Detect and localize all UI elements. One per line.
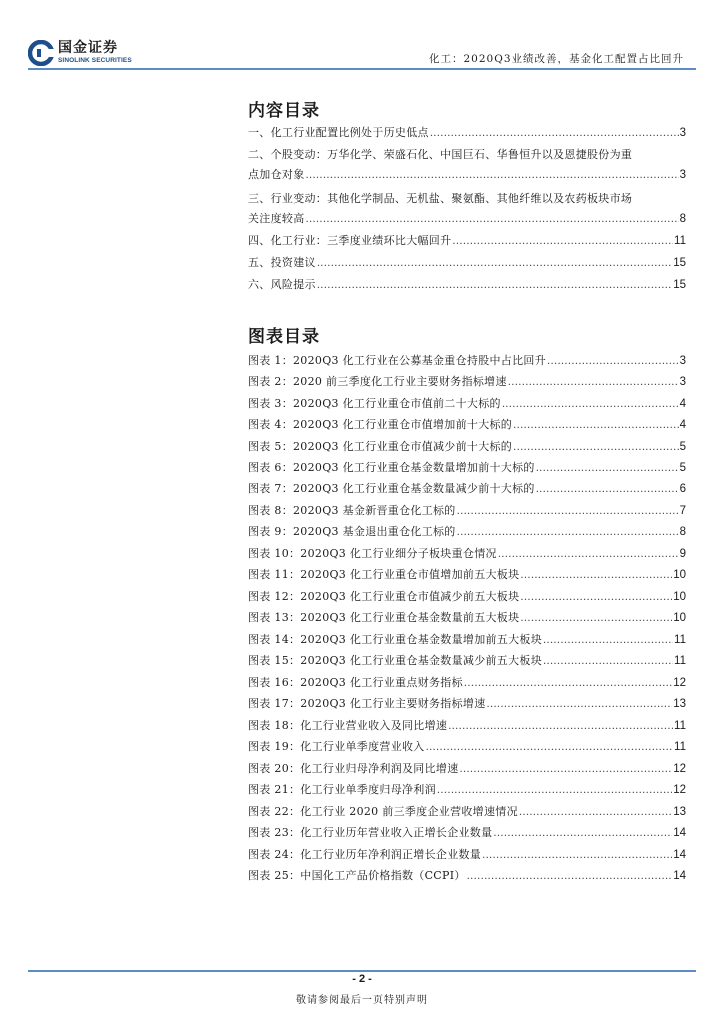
- dot-leader: [452, 233, 673, 251]
- dot-leader: [520, 567, 672, 585]
- figure-entry[interactable]: [248, 502, 686, 520]
- dot-leader: [547, 353, 679, 371]
- figure-entry[interactable]: [248, 803, 686, 821]
- entry-page: 12: [673, 784, 686, 796]
- entry-title-continued: 点加仓对象: [248, 168, 305, 181]
- dot-leader: [487, 696, 673, 714]
- figure-entry[interactable]: [248, 717, 686, 735]
- entry-page: 11: [674, 655, 686, 667]
- company-logo: [28, 40, 138, 70]
- dot-leader: [317, 255, 672, 273]
- dot-leader: [520, 589, 672, 607]
- entry-title: 四、化工行业：三季度业绩环比大幅回升: [248, 234, 452, 247]
- footer-divider: [28, 970, 696, 972]
- entry-title: 图表 22：化工行业 2020 前三季度企业营收增速情况: [248, 805, 518, 818]
- dot-leader: [498, 546, 679, 564]
- dot-leader: [502, 396, 679, 414]
- figure-entry[interactable]: [248, 523, 686, 541]
- contents-entry-2-line-1[interactable]: [248, 146, 686, 164]
- report-title: 化工：2020Q3业绩改善，基金化工配置占比回升: [428, 53, 684, 65]
- dot-leader: [482, 847, 672, 865]
- entry-title: 图表 5：2020Q3 化工行业重仓市值减少前十大标的: [248, 440, 513, 453]
- entry-page: 11: [674, 741, 686, 753]
- entry-page: 14: [673, 827, 686, 839]
- figures-heading: 图表目录: [248, 327, 320, 347]
- dot-leader: [536, 481, 679, 499]
- page-number: - 2 -: [352, 973, 372, 985]
- dot-leader: [457, 524, 679, 542]
- dot-leader: [513, 439, 678, 457]
- entry-page: 5: [679, 441, 686, 453]
- dot-leader: [513, 417, 678, 435]
- dot-leader: [437, 782, 672, 800]
- entry-title: 图表 25：中国化工产品价格指数（CCPI）: [248, 869, 466, 882]
- entry-title: 图表 18：化工行业营业收入及同比增速: [248, 719, 448, 732]
- dot-leader: [460, 761, 673, 779]
- entry-title: 图表 16：2020Q3 化工行业重点财务指标: [248, 676, 463, 689]
- entry-page: 11: [674, 235, 686, 247]
- entry-title: 图表 10：2020Q3 化工行业细分子板块重仓情况: [248, 547, 497, 560]
- entry-title-continued: 关注度较高: [248, 212, 305, 225]
- dot-leader: [457, 503, 679, 521]
- entry-page: 10: [673, 591, 686, 603]
- contents-entry-6[interactable]: [248, 276, 686, 294]
- entry-page: 12: [673, 677, 686, 689]
- entry-title: 图表 20：化工行业归母净利润及同比增速: [248, 762, 459, 775]
- entry-title: 图表 12：2020Q3 化工行业重仓市值减少前五大板块: [248, 590, 520, 603]
- figure-entry[interactable]: [248, 588, 686, 606]
- entry-title: 图表 6：2020Q3 化工行业重仓基金数量增加前十大标的: [248, 461, 535, 474]
- contents-heading: 内容目录: [248, 101, 320, 121]
- entry-title: 图表 11：2020Q3 化工行业重仓市值增加前五大板块: [248, 568, 520, 581]
- entry-title: 图表 17：2020Q3 化工行业主要财务指标增速: [248, 697, 486, 710]
- page-header: [0, 0, 724, 72]
- dot-leader: [317, 277, 672, 295]
- entry-page: 14: [673, 849, 686, 861]
- contents-entry-4[interactable]: [248, 232, 686, 250]
- figure-entry[interactable]: [248, 867, 686, 885]
- entry-title: 图表 7：2020Q3 化工行业重仓基金数量减少前十大标的: [248, 482, 535, 495]
- dot-leader: [306, 167, 679, 185]
- figure-entry[interactable]: [248, 566, 686, 584]
- disclaimer-note: 敬请参阅最后一页特别声明: [296, 995, 428, 1006]
- entry-title: 图表 4：2020Q3 化工行业重仓市值增加前十大标的: [248, 418, 513, 431]
- figure-entry[interactable]: [248, 609, 686, 627]
- entry-title: 图表 8：2020Q3 基金新晋重仓化工标的: [248, 504, 456, 517]
- dot-leader: [508, 374, 679, 392]
- contents-entry-3-line-1[interactable]: [248, 190, 686, 208]
- contents-entry-3[interactable]: [248, 210, 686, 228]
- figure-entry[interactable]: [248, 760, 686, 778]
- entry-page: 13: [673, 698, 686, 710]
- figure-entry[interactable]: [248, 352, 686, 370]
- entry-page: 14: [673, 870, 686, 882]
- dot-leader: [493, 825, 672, 843]
- entry-page: 9: [679, 548, 686, 560]
- figure-entry[interactable]: [248, 459, 686, 477]
- dot-leader: [536, 460, 679, 478]
- dot-leader: [448, 718, 673, 736]
- entry-title: 图表 24：化工行业历年净利润正增长企业数量: [248, 848, 482, 861]
- entry-title: 图表 2：2020 前三季度化工行业主要财务指标增速: [248, 375, 507, 388]
- entry-page: 3: [679, 376, 686, 388]
- dot-leader: [520, 610, 672, 628]
- entry-page: 3: [679, 127, 686, 139]
- entry-title: 图表 1：2020Q3 化工行业在公募基金重仓持股中占比回升: [248, 354, 547, 367]
- entry-page: 4: [679, 398, 686, 410]
- figure-entry[interactable]: [248, 652, 686, 670]
- entry-title: 图表 21：化工行业单季度归母净利润: [248, 783, 436, 796]
- figure-entry[interactable]: [248, 395, 686, 413]
- dot-leader: [543, 653, 673, 671]
- entry-title: 一、化工行业配置比例处于历史低点: [248, 126, 429, 139]
- logo-chinese-name: 国金证券: [58, 40, 118, 56]
- entry-page: 5: [679, 462, 686, 474]
- figure-entry[interactable]: [248, 695, 686, 713]
- figure-entry[interactable]: [248, 674, 686, 692]
- entry-page: 3: [679, 169, 686, 181]
- figure-entry[interactable]: [248, 480, 686, 498]
- dot-leader: [519, 804, 672, 822]
- entry-page: 4: [679, 419, 686, 431]
- contents-entry-1[interactable]: [248, 124, 686, 142]
- entry-title: 图表 3：2020Q3 化工行业重仓市值前二十大标的: [248, 397, 501, 410]
- entry-page: 8: [679, 213, 686, 225]
- figure-entry[interactable]: [248, 416, 686, 434]
- entry-page: 8: [679, 526, 686, 538]
- entry-page: 3: [679, 355, 686, 367]
- entry-page: 7: [679, 505, 686, 517]
- entry-page: 13: [673, 806, 686, 818]
- logo-english-name: SINOLINK SECURITIES: [58, 57, 132, 64]
- entry-page: 6: [679, 483, 686, 495]
- figure-entry[interactable]: [248, 631, 686, 649]
- entry-title: 二、个股变动：万华化学、荣盛石化、中国巨石、华鲁恒升以及恩捷股份为重: [248, 148, 633, 161]
- figure-entry[interactable]: [248, 438, 686, 456]
- entry-page: 11: [674, 634, 686, 646]
- entry-title: 五、投资建议: [248, 256, 316, 269]
- dot-leader: [306, 211, 679, 229]
- sinolink-logo-icon: [28, 40, 54, 66]
- entry-page: 15: [673, 279, 686, 291]
- entry-title: 三、行业变动：其他化学制品、无机盐、聚氨酯、其他纤维以及农药板块市场: [248, 192, 633, 205]
- figure-entry[interactable]: [248, 545, 686, 563]
- entry-page: 11: [674, 720, 686, 732]
- entry-page: 15: [673, 257, 686, 269]
- dot-leader: [426, 739, 673, 757]
- entry-title: 图表 23：化工行业历年营业收入正增长企业数量: [248, 826, 493, 839]
- entry-title: 图表 14：2020Q3 化工行业重仓基金数量增加前五大板块: [248, 633, 542, 646]
- header-divider: [28, 68, 696, 70]
- entry-title: 图表 19：化工行业单季度营业收入: [248, 740, 425, 753]
- entry-title: 六、风险提示: [248, 278, 316, 291]
- figure-entry[interactable]: [248, 846, 686, 864]
- entry-title: 图表 15：2020Q3 化工行业重仓基金数量减少前五大板块: [248, 654, 542, 667]
- contents-entry-2[interactable]: [248, 166, 686, 184]
- entry-page: 10: [673, 569, 686, 581]
- figure-entry[interactable]: [248, 781, 686, 799]
- contents-entry-5[interactable]: [248, 254, 686, 272]
- figure-entry[interactable]: [248, 373, 686, 391]
- entry-title: 图表 13：2020Q3 化工行业重仓基金数量前五大板块: [248, 611, 520, 624]
- figure-entry[interactable]: [248, 738, 686, 756]
- dot-leader: [430, 125, 679, 143]
- dot-leader: [464, 675, 672, 693]
- figure-entry[interactable]: [248, 824, 686, 842]
- dot-leader: [467, 868, 673, 886]
- dot-leader: [543, 632, 673, 650]
- entry-page: 10: [673, 612, 686, 624]
- entry-page: 12: [673, 763, 686, 775]
- entry-title: 图表 9：2020Q3 基金退出重仓化工标的: [248, 525, 456, 538]
